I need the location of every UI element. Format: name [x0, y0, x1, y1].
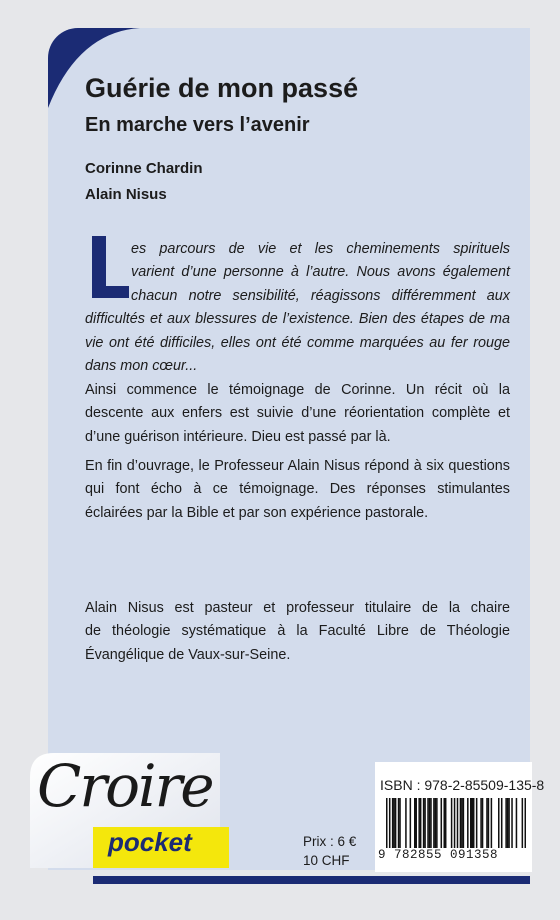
- barcode-bar: [507, 798, 509, 848]
- barcode-bar: [433, 798, 435, 848]
- barcode-bar: [463, 798, 465, 848]
- intro-line: difficultés et aux blessures de l’existence. Bien des étapes de ma: [85, 311, 510, 328]
- barcode-bar: [410, 798, 412, 848]
- intro-line: es parcours de vie et les cheminements spirituels: [131, 241, 510, 257]
- text-line: En fin d’ouvrage, le Professeur Alain Nisus répond à six questions: [85, 458, 510, 474]
- price-eur: Prix : 6 €: [303, 834, 357, 849]
- isbn-digits: 9 782855 091358: [378, 848, 499, 862]
- barcode-bar: [414, 798, 416, 848]
- barcode-bar: [423, 798, 425, 848]
- barcode-bar: [480, 798, 482, 848]
- barcode-bar: [482, 798, 484, 848]
- barcode-bar: [393, 798, 395, 848]
- book-title: Guérie de mon passé: [85, 73, 359, 103]
- barcode-bar: [491, 798, 493, 848]
- isbn-label: ISBN : 978-2-85509-135-8: [380, 777, 545, 793]
- barcode-bar: [486, 798, 488, 848]
- author-1: Corinne Chardin: [85, 160, 203, 177]
- barcode-bar: [398, 798, 400, 848]
- text-line: Évangélique de Vaux-sur-Seine.: [85, 646, 291, 663]
- barcode-bar: [435, 798, 437, 848]
- text-line: Alain Nisus est pasteur et professeur titulaire de la chaire: [85, 600, 510, 616]
- barcode-bar: [405, 798, 407, 848]
- book-subtitle: En marche vers l’avenir: [85, 114, 310, 136]
- paragraph-2: [85, 379, 510, 449]
- barcode-bar: [415, 798, 417, 848]
- barcode-bar: [505, 798, 507, 848]
- barcode-bar: [424, 798, 426, 848]
- author-bio: [85, 597, 510, 667]
- text-line: de théologie systématique à la Faculté Libre de Théologie: [85, 623, 510, 640]
- text-line: qui font écho à ce témoignage. Des réponses stimulantes: [85, 481, 510, 498]
- barcode-bar: [467, 798, 469, 848]
- barcode-bar: [399, 798, 401, 848]
- barcode-bar: [430, 798, 432, 848]
- barcode-bar: [470, 798, 472, 848]
- barcode-bar: [418, 798, 420, 848]
- barcode-bar: [454, 798, 456, 848]
- paragraph-3: [85, 455, 510, 525]
- barcode-bar: [522, 798, 524, 848]
- barcode-bar: [476, 798, 478, 848]
- barcode-bar: [441, 798, 443, 848]
- barcode-bar: [511, 798, 513, 848]
- barcode-bar: [473, 798, 475, 848]
- barcode-bar: [457, 798, 459, 848]
- barcode-bar: [420, 798, 422, 848]
- barcode-bar: [451, 798, 453, 848]
- collection-logo: Croire: [37, 752, 213, 820]
- intro-line: varient d’une personne à l’autre. Nous avons également: [131, 264, 510, 281]
- barcode-bar: [443, 798, 445, 848]
- intro-line: dans mon cœur...: [85, 358, 198, 375]
- text-line: descente aux enfers est suivie d’une réorientation complète et: [85, 405, 510, 422]
- barcode: [386, 798, 526, 848]
- barcode-bar: [501, 798, 503, 848]
- barcode-bar: [525, 798, 526, 848]
- barcode-bar: [436, 798, 438, 848]
- intro-line: chacun notre sensibilité, réagissons différemment aux: [131, 287, 510, 304]
- barcode-bar: [461, 798, 463, 848]
- text-line: éclairées par la Bible et par son expérience pastorale.: [85, 504, 429, 521]
- barcode-bar: [460, 798, 462, 848]
- barcode-bar: [395, 798, 397, 848]
- barcode-bar: [429, 798, 431, 848]
- bottom-bar: [93, 876, 530, 884]
- collection-subname: pocket: [108, 827, 192, 857]
- author-2: Alain Nisus: [85, 186, 167, 203]
- barcode-bar: [471, 798, 473, 848]
- barcode-bar: [445, 798, 447, 848]
- text-line: d’une guérison intérieure. Dieu est passé par là.: [85, 428, 391, 445]
- barcode-bar: [516, 798, 518, 848]
- barcode-bar: [488, 798, 490, 848]
- barcode-bar: [427, 798, 429, 848]
- intro-quote: [85, 238, 510, 378]
- intro-line: vie ont été difficiles, elles ont été comme marquées au fer rouge: [85, 334, 510, 351]
- barcode-bar: [389, 798, 391, 848]
- text-line: Ainsi commence le témoignage de Corinne. Un récit où la: [85, 382, 510, 398]
- barcode-bar: [386, 798, 388, 848]
- barcode-bar: [392, 798, 394, 848]
- price-chf: 10 CHF: [303, 853, 350, 868]
- barcode-bar: [508, 798, 510, 848]
- barcode-bar: [498, 798, 500, 848]
